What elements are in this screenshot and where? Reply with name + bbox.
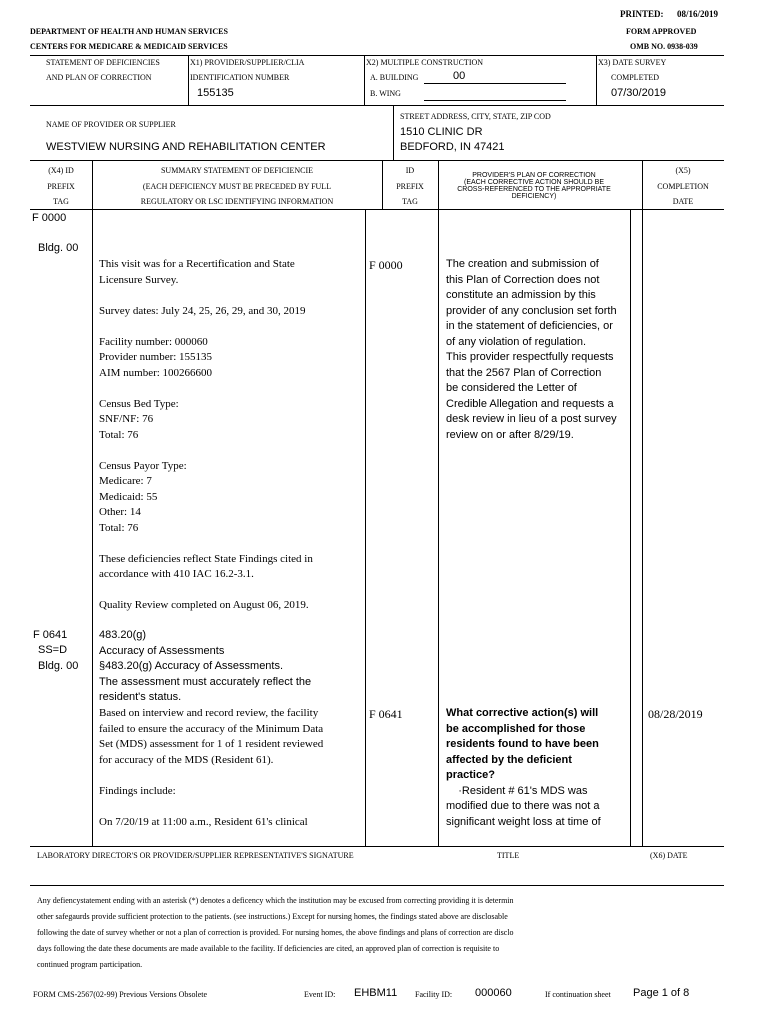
tag-f0641: F 0641 (33, 629, 68, 641)
facility-id-value: 000060 (475, 987, 512, 999)
address-label: STREET ADDRESS, CITY, STATE, ZIP COD (400, 112, 551, 121)
disclaimer-line: days following the date these documents are made available to the facility. If deficiencies are cited, an approved plan of correction is requisite to (37, 944, 500, 953)
wing-label: B. WING (370, 89, 401, 98)
id-label: ID (405, 166, 415, 175)
continuation-label: If continuation sheet (545, 990, 611, 999)
building-value: 00 (453, 70, 466, 82)
summary-line: Facility number: 000060 (99, 335, 208, 348)
plan-header-2: (EACH CORRECTIVE ACTION SHOULD BE (463, 179, 605, 186)
plan-line: of any violation of regulation. (446, 335, 587, 348)
summary-line: Census Bed Type: (99, 397, 179, 410)
corrective-question-line: affected by the deficient (446, 753, 572, 766)
corrective-answer-line: ·Resident # 61's MDS was (446, 784, 588, 797)
summary-line: AIM number: 100266600 (99, 366, 213, 379)
form-approved: FORM APPROVED (626, 27, 697, 36)
title-label: TITLE (497, 851, 520, 860)
corrective-answer-line: modified due to there was not a (446, 800, 600, 812)
plan-line: review on or after 8/29/19. (446, 428, 574, 441)
completion-label: COMPLETION (657, 182, 709, 191)
findings-text (99, 706, 323, 830)
provider-name: WESTVIEW NURSING AND REHABILITATION CENTER (46, 141, 326, 153)
date-label: DATE (672, 197, 694, 206)
regulation-line: 483.20(g) (99, 629, 147, 641)
printed-date: 08/16/2019 (677, 9, 719, 19)
cms-title: CENTERS FOR MEDICARE & MEDICAID SERVICES (30, 42, 228, 51)
event-id-label: Event ID: (304, 990, 336, 999)
summary-line (99, 536, 313, 552)
x1-label-1: X1) PROVIDER/SUPPLIER/CLIA (190, 58, 305, 67)
dept-title: DEPARTMENT OF HEALTH AND HUMAN SERVICES (30, 27, 228, 36)
findings-line: Based on interview and record review, the facility (99, 707, 319, 719)
disclaimer-line: following the date of survey whether or not a plan of correction is provided. For nursing homes, the above findings and plans of correction are disclo (37, 928, 514, 937)
plan-line: this Plan of Correction does not (446, 273, 600, 286)
regulation-line: resident's status. (99, 691, 182, 703)
regulation-line: The assessment must accurately reflect the (99, 675, 312, 688)
tag-f0000: F 0000 (32, 212, 67, 224)
x3-completed: COMPLETED (611, 73, 659, 82)
findings-line (99, 768, 323, 784)
disclaimer-line: Any defiencystatement ending with an asterisk (*) denotes a deficency which the institution may be excused from correcting providing it is determin (37, 896, 514, 905)
printed-label: PRINTED: (620, 9, 664, 19)
plan-header-3: CROSS-REFERENCED TO THE APPROPRIATE (457, 186, 611, 193)
summary-line: These deficiencies reflect State Findings cited in (99, 552, 313, 565)
summary-line (99, 443, 313, 459)
x4-prefix-label: PREFIX (47, 182, 75, 191)
summary-line: Total: 76 (99, 521, 139, 534)
summary-line: Survey dates: July 24, 25, 26, 29, and 30, 2019 (99, 304, 306, 317)
completion-date: 08/28/2019 (648, 707, 703, 721)
form-number: FORM CMS-2567(02-99) Previous Versions Obsolete (33, 990, 208, 999)
summary-line (99, 319, 313, 335)
plan-header-4: DEFICIENCY) (511, 193, 557, 200)
event-id-value: EHBM11 (354, 987, 398, 999)
signature-label: LABORATORY DIRECTOR'S OR PROVIDER/SUPPLIER REPRESENTATIVE'S SIGNATURE (37, 851, 354, 860)
plan-header-1: PROVIDER'S PLAN OF CORRECTION (472, 172, 596, 179)
plan-tag-f0641: F 0641 (369, 707, 403, 721)
corrective-question-line: be accomplished for those (446, 722, 586, 735)
x3-label: X3) DATE SURVEY (598, 58, 667, 67)
street-address: 1510 CLINIC DR (400, 126, 483, 138)
id-tag-label: TAG (402, 197, 418, 206)
plan-of-correction-text (446, 257, 617, 443)
summary-header-3: REGULATORY OR LSC IDENTIFYING INFORMATION (140, 197, 334, 206)
survey-summary-text (99, 257, 313, 614)
disclaimer-line: continued program participation. (37, 960, 143, 969)
summary-line: Provider number: 155135 (99, 351, 213, 363)
facility-id-label: Facility ID: (415, 990, 453, 999)
summary-line: SNF/NF: 76 (99, 413, 154, 425)
summary-line (99, 381, 313, 397)
plan-line: constitute an admission by this (446, 289, 596, 301)
corrective-action-text (446, 706, 601, 830)
summary-line: Medicaid: 55 (99, 490, 158, 503)
corrective-answer-line: significant weight loss at time of (446, 815, 601, 828)
statement-label-1: STATEMENT OF DEFICIENCIES (46, 58, 160, 67)
plan-line: that the 2567 Plan of Correction (446, 366, 602, 379)
omb-number: OMB NO. 0938-039 (630, 42, 698, 51)
findings-line: failed to ensure the accuracy of the Minimum Data (99, 722, 324, 735)
summary-line: Census Payor Type: (99, 459, 187, 472)
regulation-text (99, 628, 311, 706)
findings-line: On 7/20/19 at 11:00 a.m., Resident 61's clinical (99, 815, 308, 828)
x6-date-label: (X6) DATE (650, 851, 688, 860)
plan-line: The creation and submission of (446, 258, 599, 270)
findings-line: Findings include: (99, 784, 176, 797)
page-number: Page 1 of 8 (633, 987, 690, 999)
summary-line: Licensure Survey. (99, 273, 179, 286)
regulation-line: Accuracy of Assessments (99, 644, 225, 657)
plan-line: be considered the Letter of (446, 382, 577, 394)
summary-line: Quality Review completed on August 06, 2019. (99, 599, 309, 611)
corrective-question-line: residents found to have been (446, 738, 599, 750)
survey-completed-date: 07/30/2019 (611, 87, 667, 99)
summary-line (99, 288, 313, 304)
summary-line: This visit was for a Recertification and State (99, 258, 295, 270)
summary-line: accordance with 410 IAC 16.2-3.1. (99, 568, 254, 580)
x5-label: (X5) (675, 166, 691, 175)
building-label: A. BUILDING (370, 73, 419, 82)
city-state-zip: BEDFORD, IN 47421 (400, 141, 505, 153)
provider-name-label: NAME OF PROVIDER OR SUPPLIER (46, 120, 176, 129)
summary-header-2: (EACH DEFICIENCY MUST BE PRECEDED BY FULL (142, 182, 332, 191)
plan-line: Credible Allegation and requests a (446, 397, 614, 410)
regulation-line: §483.20(g) Accuracy of Assessments. (99, 660, 284, 672)
findings-line: Set (MDS) assessment for 1 of 1 resident reviewed (99, 738, 324, 750)
x4-id-label: (X4) ID (48, 166, 74, 175)
corrective-question-line: What corrective action(s) will (446, 707, 599, 719)
summary-line (99, 583, 313, 599)
summary-line: Total: 76 (99, 428, 139, 441)
plan-line: This provider respectfully requests (446, 351, 614, 363)
bldg-label-1: Bldg. 00 (38, 242, 79, 254)
plan-line: in the statement of deficiencies, or (446, 320, 613, 332)
x2-label: X2) MULTIPLE CONSTRUCTION (366, 58, 484, 67)
disclaimer-line: other safegaurds provide sufficient protection to the patients. (see instructions.) Except for nursing homes, the findings stated above are disclosable (37, 912, 508, 921)
x4-tag-label: TAG (53, 197, 69, 206)
corrective-question-line: practice? (446, 769, 495, 781)
scope-severity: SS=D (38, 644, 68, 656)
plan-line: provider of any conclusion set forth (446, 304, 617, 317)
summary-line: Medicare: 7 (99, 475, 152, 487)
bldg-label-2: Bldg. 00 (38, 660, 79, 672)
summary-header-1: SUMMARY STATEMENT OF DEFICIENCIE (160, 166, 314, 175)
plan-tag-f0000: F 0000 (369, 258, 403, 272)
plan-line: desk review in lieu of a post survey (446, 413, 617, 425)
findings-line (99, 799, 323, 815)
summary-line: Other: 14 (99, 506, 141, 518)
provider-id-number: 155135 (197, 87, 234, 99)
findings-line: for accuracy of the MDS (Resident 61). (99, 753, 274, 766)
id-prefix-label: PREFIX (396, 182, 424, 191)
statement-label-2: AND PLAN OF CORRECTION (46, 73, 152, 82)
x1-label-2: IDENTIFICATION NUMBER (190, 73, 290, 82)
